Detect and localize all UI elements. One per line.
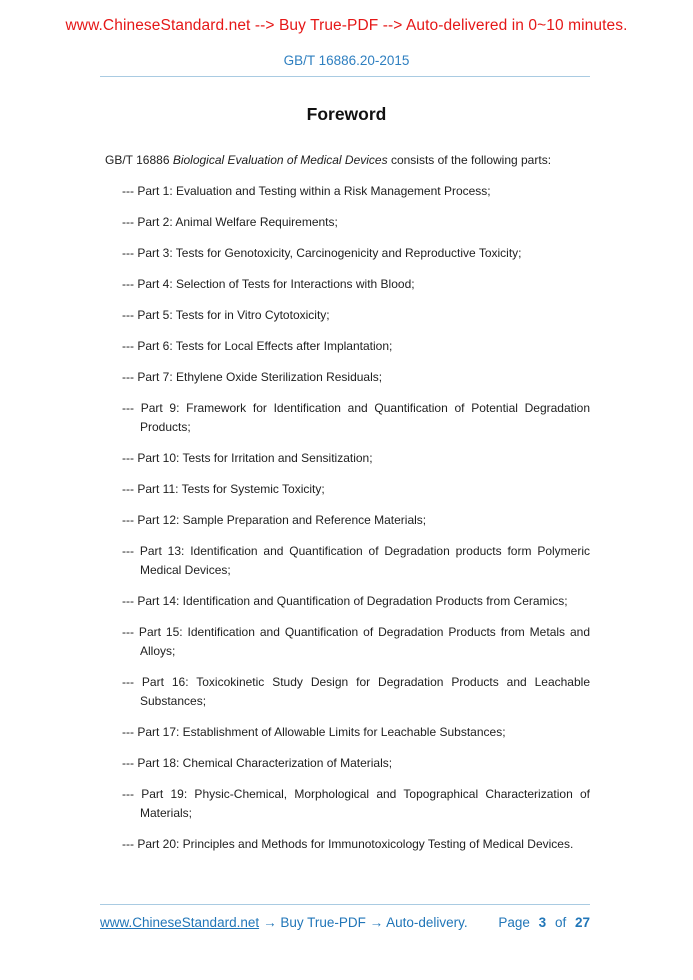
list-item-part-4: --- Part 4: Selection of Tests for Interactions with Blood;: [122, 276, 415, 291]
list-item-part-18: --- Part 18: Chemical Characterization of Materials;: [122, 755, 393, 770]
list-item-part-6: --- Part 6: Tests for Local Effects after Implantation;: [122, 338, 393, 353]
intro-suffix: consists of the following parts:: [387, 152, 552, 167]
list-item-part-15: --- Part 15: Identification and Quantification of Degradation Products from Metals and Alloys;: [122, 624, 590, 658]
list-item-part-1: --- Part 1: Evaluation and Testing within a Risk Management Process;: [122, 183, 491, 198]
footer-divider: [100, 904, 590, 905]
footer-tagline: → Buy True-PDF → Auto-delivery.: [263, 915, 468, 930]
list-item-part-3: --- Part 3: Tests for Genotoxicity, Carcinogenicity and Reproductive Toxicity;: [122, 245, 522, 260]
intro-standard-title: Biological Evaluation of Medical Devices: [172, 152, 388, 167]
footer-site-link[interactable]: www.ChineseStandard.net: [100, 915, 260, 930]
intro-standard-number: GB/T 16886: [105, 152, 173, 167]
list-item-part-9: --- Part 9: Framework for Identification and Quantification of Potential Degradation Products;: [122, 400, 590, 434]
page-title: Foreword: [306, 103, 387, 124]
page-indicator: [498, 915, 590, 930]
promo-banner: www.ChineseStandard.net --> Buy True-PDF --> Auto-delivered in 0~10 minutes.: [65, 17, 628, 34]
list-item-part-16: --- Part 16: Toxicokinetic Study Design for Degradation Products and Leachable Substances;: [122, 674, 590, 708]
intro-paragraph: [100, 151, 590, 170]
list-item-part-12: --- Part 12: Sample Preparation and Reference Materials;: [122, 512, 427, 527]
list-item-part-5: --- Part 5: Tests for in Vitro Cytotoxicity;: [122, 307, 330, 322]
footer-promo: [100, 915, 468, 930]
page-label: Page: [498, 915, 530, 930]
standard-number: GB/T 16886.20-2015: [283, 53, 410, 68]
header-divider: [100, 76, 590, 77]
list-item-part-11: --- Part 11: Tests for Systemic Toxicity;: [122, 481, 325, 496]
foreword-body: [100, 151, 590, 854]
list-item-part-13: --- Part 13: Identification and Quantification of Degradation products form Polymeric Medical Devices;: [122, 543, 590, 577]
list-item-part-2: --- Part 2: Animal Welfare Requirements;: [122, 214, 338, 229]
list-item-part-19: --- Part 19: Physic-Chemical, Morphological and Topographical Characterization of Materials;: [122, 786, 590, 820]
total-page-number: 27: [574, 915, 590, 930]
list-item-part-17: --- Part 17: Establishment of Allowable Limits for Leachable Substances;: [122, 724, 506, 739]
parts-list: [100, 182, 590, 854]
list-item-part-14: --- Part 14: Identification and Quantification of Degradation Products from Ceramics;: [122, 593, 568, 608]
list-item-part-7: --- Part 7: Ethylene Oxide Sterilization Residuals;: [122, 369, 383, 384]
list-item-part-20: --- Part 20: Principles and Methods for Immunotoxicology Testing of Medical Devices.: [122, 836, 574, 851]
of-label: of: [554, 915, 567, 930]
current-page-number: 3: [538, 915, 547, 930]
list-item-part-10: --- Part 10: Tests for Irritation and Sensitization;: [122, 450, 373, 465]
footer: [100, 915, 590, 930]
